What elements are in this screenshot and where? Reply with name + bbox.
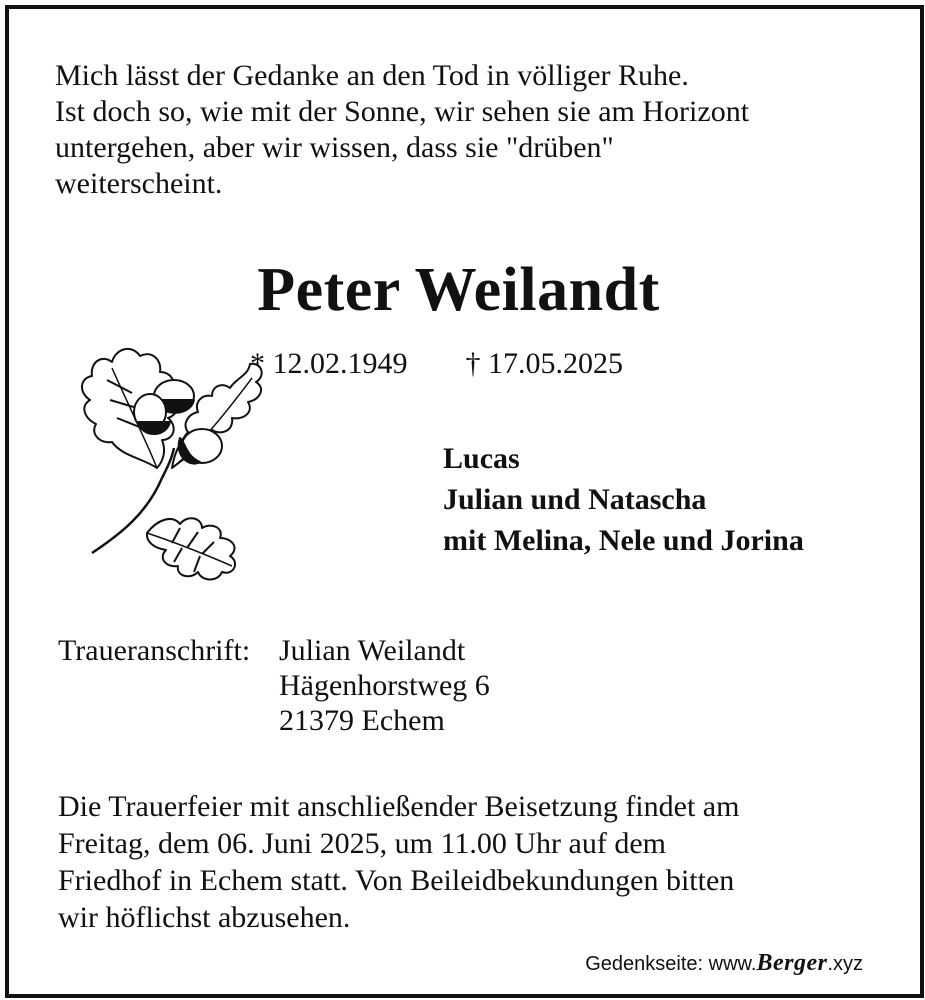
address-line: Hägenhorstweg 6 <box>279 669 490 702</box>
quote-line: weiterscheint. <box>55 167 223 200</box>
service-notice <box>58 788 739 936</box>
memorial-page-link[interactable] <box>585 950 863 977</box>
address-line: Julian Weilandt <box>279 634 466 667</box>
quote-line: Ist doch so, wie mit der Sonne, wir sehen sie am Horizont <box>55 95 750 128</box>
oak-leaves-acorns-icon <box>62 338 282 588</box>
quote-line: untergehen, aber wir wissen, dass sie "drüben" <box>55 131 614 164</box>
quote-line: Mich lässt der Gedanke an den Tod in völliger Ruhe. <box>55 59 689 92</box>
address-label: Traueranschrift: <box>58 634 251 667</box>
deceased-name: Peter Weilandt <box>257 256 660 324</box>
footer-prefix: Gedenkseite: www. <box>585 953 757 975</box>
address-line: 21379 Echem <box>279 704 445 737</box>
service-line: wir höflichst abzusehen. <box>58 901 351 934</box>
birth-date: * 12.02.1949 <box>250 347 408 380</box>
mourners-list <box>443 438 804 561</box>
mourner-line: mit Melina, Nele und Jorina <box>443 524 804 557</box>
mourner-line: Lucas <box>443 442 520 475</box>
mourner-line: Julian und Natascha <box>443 483 707 516</box>
service-line: Freitag, dem 06. Juni 2025, um 11.00 Uhr auf dem <box>58 827 666 860</box>
service-line: Friedhof in Echem statt. Von Beileidbekundungen bitten <box>58 864 735 897</box>
footer-suffix: .xyz <box>827 953 863 975</box>
mourning-address <box>58 633 490 738</box>
death-date: † 17.05.2025 <box>465 347 623 380</box>
memorial-quote <box>55 58 875 202</box>
brand-logo: Berger <box>756 950 828 976</box>
life-dates <box>250 347 623 381</box>
service-line: Die Trauerfeier mit anschließender Beisetzung findet am <box>58 790 740 823</box>
